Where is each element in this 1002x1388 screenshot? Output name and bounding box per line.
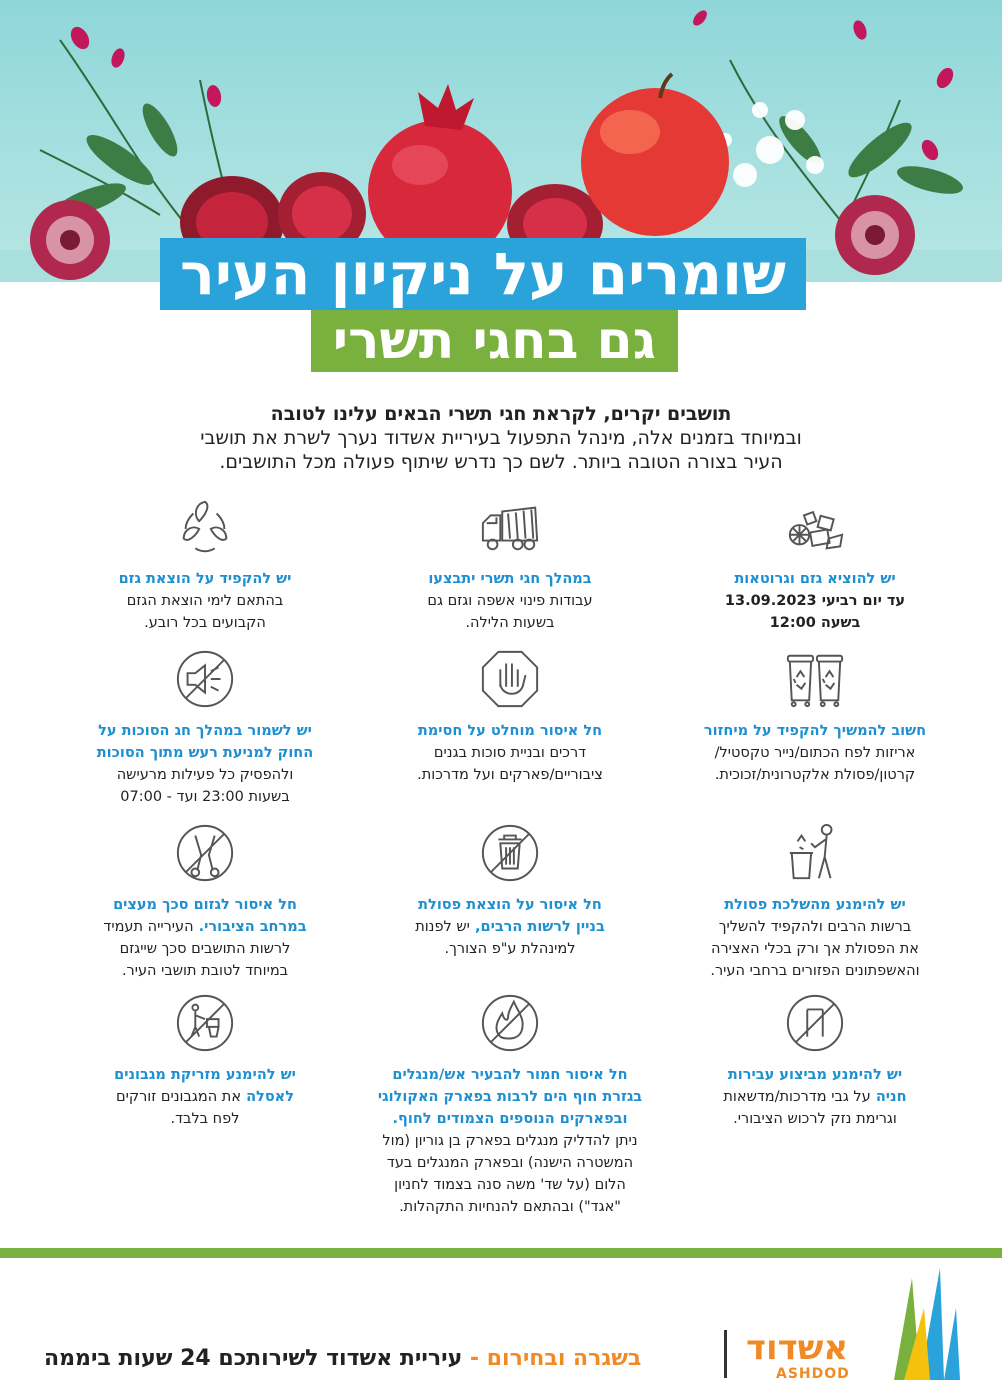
item-body — [70, 590, 340, 634]
item-body-part: יש לפנות — [415, 919, 470, 935]
recycling-bins-icon — [784, 648, 846, 710]
item-head-line: החוק למניעת רעש מתוך הסוכות — [96, 745, 314, 761]
stop-hand-icon — [479, 648, 541, 710]
item-body-line: בשעות 23:00 ועד - 07:00 — [120, 789, 290, 805]
item-body-line: את הפסולת אך ורק בכלי האצירה — [710, 941, 920, 957]
item-head-part: במרחב הציבורי. — [198, 919, 307, 935]
person-litter-icon — [784, 822, 846, 884]
footer-separator — [724, 1330, 727, 1378]
item-head — [680, 1064, 950, 1108]
item-body — [70, 1108, 340, 1130]
item-body-line: בשעה 12:00 — [769, 615, 861, 631]
item-body-part: העירייה תעמיד — [103, 919, 194, 935]
item-parking — [680, 992, 950, 1130]
intro-paragraph — [130, 402, 872, 474]
item-head — [70, 894, 340, 938]
item-body — [375, 590, 645, 634]
item-littering — [680, 822, 950, 982]
item-head-line-mixed — [375, 916, 645, 938]
item-body — [375, 1130, 645, 1218]
item-head-line: ובפארקים הנוספים הצמודים לחוף. — [392, 1111, 628, 1127]
item-head: יש להוציא גזם וגרוטאות — [734, 571, 896, 587]
item-body-line: הקבועים בכל רובע. — [144, 615, 266, 631]
item-head-line: יש להימנע מביצוע עבירות — [727, 1067, 903, 1083]
no-trash-bin-icon — [479, 822, 541, 884]
item-construction-waste — [375, 822, 645, 960]
item-head — [70, 1064, 340, 1108]
item-head-line: יש להימנע מזריקת מגבונים — [114, 1067, 296, 1083]
item-body-line: "אגד") ובהתאם להנחיות התקהלות. — [399, 1199, 621, 1215]
item-body-line: בשעות הלילה. — [465, 615, 555, 631]
item-head: יש להימנע מהשלכת פסולת — [724, 897, 906, 913]
item-no-blocking — [375, 648, 645, 786]
item-head-line: חל איסור לגזום סכך מעצים — [113, 897, 297, 913]
item-body — [375, 742, 645, 786]
item-body-line: הלום (על שד' משה סנה בצמוד לחניון — [394, 1177, 626, 1193]
item-head-part: בניין לרשות הרבים, — [474, 919, 605, 935]
item-body-line: למינהלת ע"פ הצורך. — [444, 941, 576, 957]
item-night-collection — [375, 496, 645, 634]
item-body-line: ברשות הרבים ולהקפיד להשליך — [718, 919, 912, 935]
logo-name: אשדוד — [746, 1328, 849, 1368]
item-body — [680, 590, 950, 634]
no-parking-icon — [784, 992, 846, 1054]
item-body — [375, 938, 645, 960]
item-head: חשוב להמשיך להקפיד על מיחזור — [703, 723, 927, 739]
junk-pile-icon — [784, 496, 846, 558]
item-body-part: את המגבונים זורקים — [115, 1089, 242, 1105]
item-head: יש להקפיד על הוצאת גזם — [118, 571, 292, 587]
item-no-pruning — [70, 822, 340, 982]
item-head-line: יש לשמור במהלך חג הסוכות על — [98, 723, 312, 739]
footer-slogan — [44, 1346, 641, 1371]
item-body — [70, 764, 340, 808]
item-recycling — [680, 648, 950, 786]
item-junk-collection — [680, 496, 950, 634]
item-body-line: עד יום רביעי 13.09.2023 — [724, 593, 906, 609]
title-line-1: שומרים על ניקיון העיר — [160, 238, 806, 310]
item-body — [680, 742, 950, 786]
no-noise-icon — [174, 648, 236, 710]
recycle-leaves-icon — [174, 496, 236, 558]
logo-sub: ASHDOD — [776, 1366, 850, 1382]
no-cutting-icon — [174, 822, 236, 884]
footer-service-text: עיריית אשדוד לשירותכם 24 שעות ביממה — [44, 1346, 463, 1371]
footer-dash: - — [462, 1346, 487, 1371]
item-head-line-mixed — [680, 1086, 950, 1108]
item-body-line: אריזות לפח הכתום/נייר טקסטיל/ — [714, 745, 916, 761]
item-body-line: ציבוריים/פארקים ועל מדרכות. — [417, 767, 603, 783]
item-body-line: ולהפסיק כל פעילות מרעישה — [116, 767, 294, 783]
item-body-line: עבודות פינוי אשפה וגזם גם — [427, 593, 593, 609]
item-head-part: לאסלה — [246, 1089, 295, 1105]
item-head — [375, 1064, 645, 1130]
no-fire-icon — [479, 992, 541, 1054]
footer-accent: בשגרה ובחירום — [486, 1346, 642, 1371]
item-body-part: על גבי מדרכות/מדשאות — [723, 1089, 871, 1105]
item-body-line: דרכים ובניית סוכות בגנים — [433, 745, 587, 761]
item-head: חל איסור מוחלט על חסימת — [417, 723, 603, 739]
item-noise-law — [70, 648, 340, 808]
item-pruning-schedule — [70, 496, 340, 634]
title-line-2: גם בחגי תשרי — [311, 310, 678, 372]
item-body-line: לרשות התושבים סכך שייגזם — [119, 941, 291, 957]
item-body-line: והאשפתונים הפזורים ברחבי העיר. — [710, 963, 920, 979]
item-wipes — [70, 992, 340, 1130]
item-head-line-mixed — [70, 916, 340, 938]
item-body-line: ניתן להדליק מנגלים בפארק בן גוריון (מול — [382, 1133, 638, 1149]
item-body-line: לפח בלבד. — [170, 1111, 240, 1127]
item-head-part: חניה — [875, 1089, 907, 1105]
item-no-fire — [375, 992, 645, 1218]
item-body — [680, 1108, 950, 1130]
item-head — [70, 720, 340, 764]
item-head-line: חל איסור על הוצאת פסולת — [418, 897, 602, 913]
no-toilet-dumping-icon — [174, 992, 236, 1054]
garbage-truck-icon — [479, 496, 541, 558]
item-head-line: בגזרת חוף הים לרבות בפארק האקולוגי — [377, 1089, 643, 1105]
item-head: במהלך חגי תשרי יתבצעו — [428, 571, 592, 587]
item-body — [680, 916, 950, 982]
footer-divider — [0, 1248, 1002, 1258]
intro-line-2: ובמיוחד בזמנים אלה, מינהל התפעול בעיריית אשדוד נערך לשרת את תושבי — [200, 427, 802, 449]
item-body-line: במיוחד לטובת תושבי העיר. — [121, 963, 289, 979]
intro-lead: תושבים יקרים, לקראת חגי תשרי הבאים עלינו לטובה — [270, 403, 732, 425]
item-body-line: קרטון/פסולת אלקטרונית/זכוכית. — [714, 767, 916, 783]
item-head-line: חל איסור חמור להבעיר אש/מנגלים — [392, 1067, 628, 1083]
intro-line-3: העיר בצורה הטובה ביותר. לשם כך נדרש שיתוף פעולה מכל התושבים. — [219, 451, 783, 473]
item-body-line: המשטרה הישנה) ובפארק המנגלים בעד — [386, 1155, 634, 1171]
item-body — [70, 938, 340, 982]
item-body-line: בהתאם לימי הוצאת הגזם — [126, 593, 284, 609]
item-body-line: וגרימת נזק לרכוש הציבורי. — [733, 1111, 897, 1127]
item-head — [375, 894, 645, 938]
item-head-line-mixed — [70, 1086, 340, 1108]
